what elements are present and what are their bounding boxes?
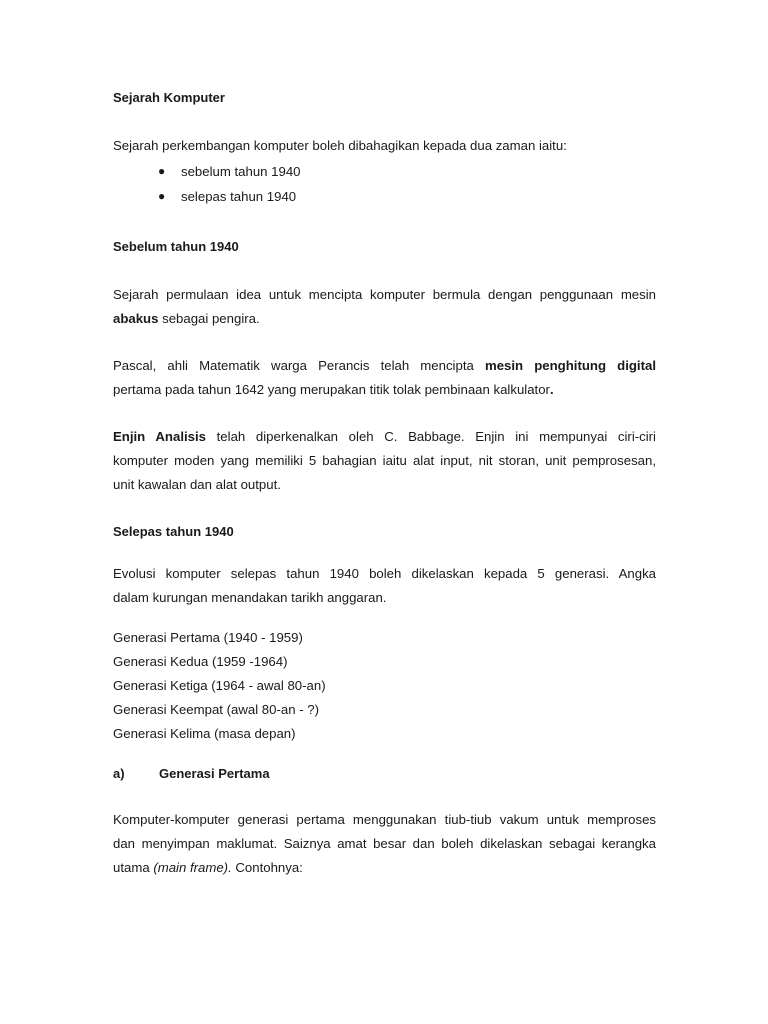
paragraph-line: Sejarah permulaan idea untuk mencipta komputer bermula dengan penggunaan mesin [113, 287, 656, 302]
list-item-label: selepas tahun 1940 [181, 189, 297, 204]
intro-paragraph: Sejarah perkembangan komputer boleh dibahagikan kepada dua zaman iaitu: [113, 138, 567, 153]
list-item-label: sebelum tahun 1940 [181, 164, 301, 179]
section-letter: a) [113, 766, 125, 781]
generation-item: Generasi Pertama (1940 - 1959) [113, 630, 303, 645]
list-item [113, 159, 301, 184]
paragraph-enjin-analisis [113, 425, 656, 497]
paragraph-line: Enjin Analisis telah diperkenalkan oleh C. Babbage. Enjin ini mempunyai ciri-ciri [113, 429, 656, 444]
paragraph-line: unit kawalan dan alat output. [113, 477, 281, 492]
paragraph-line: Evolusi komputer selepas tahun 1940 boleh dikelaskan kepada 5 generasi. Angka [113, 566, 656, 581]
bold-term: Enjin Analisis [113, 429, 206, 444]
generation-item: Generasi Kelima (masa depan) [113, 726, 296, 741]
bullet-icon: ● [158, 189, 166, 203]
section-title: Generasi Pertama [159, 766, 270, 781]
paragraph-line: Komputer-komputer generasi pertama menggunakan tiub-tiub vakum untuk memproses [113, 812, 656, 827]
generation-item: Generasi Keempat (awal 80-an - ?) [113, 702, 319, 717]
paragraph-abakus [113, 283, 656, 331]
list-item [113, 184, 301, 209]
paragraph-line: dan menyimpan maklumat. Saiznya amat besar dan boleh dikelaskan sebagai kerangka [113, 836, 656, 851]
generations-list [113, 626, 656, 746]
paragraph-line: dalam kurungan menandakan tarikh anggaran. [113, 590, 387, 605]
paragraph-generasi-pertama [113, 808, 656, 880]
paragraph-line: komputer moden yang memiliki 5 bahagian iaitu alat input, nit storan, unit pemprosesan, [113, 453, 656, 468]
generation-item: Generasi Ketiga (1964 - awal 80-an) [113, 678, 326, 693]
bold-term: abakus [113, 311, 159, 326]
italic-term: (main frame). [153, 860, 232, 875]
eras-list [113, 159, 301, 209]
section-heading-after-1940: Selepas tahun 1940 [113, 524, 234, 539]
paragraph-line: utama (main frame). Contohnya: [113, 860, 303, 875]
section-heading-before-1940: Sebelum tahun 1940 [113, 239, 239, 254]
paragraph-pascal [113, 354, 656, 402]
paragraph-line: abakus sebagai pengira. [113, 311, 260, 326]
bold-term: mesin penghitung digital [484, 358, 656, 373]
page-title: Sejarah Komputer [113, 90, 225, 105]
paragraph-line: pertama pada tahun 1642 yang merupakan titik tolak pembinaan kalkulator. [113, 382, 554, 397]
section-heading-generasi-pertama [113, 762, 270, 786]
bullet-icon: ● [158, 164, 166, 178]
generation-item: Generasi Kedua (1959 -1964) [113, 654, 288, 669]
paragraph-line: Pascal, ahli Matematik warga Perancis telah mencipta mesin penghitung digital [113, 358, 656, 373]
paragraph-evolusi [113, 562, 656, 610]
